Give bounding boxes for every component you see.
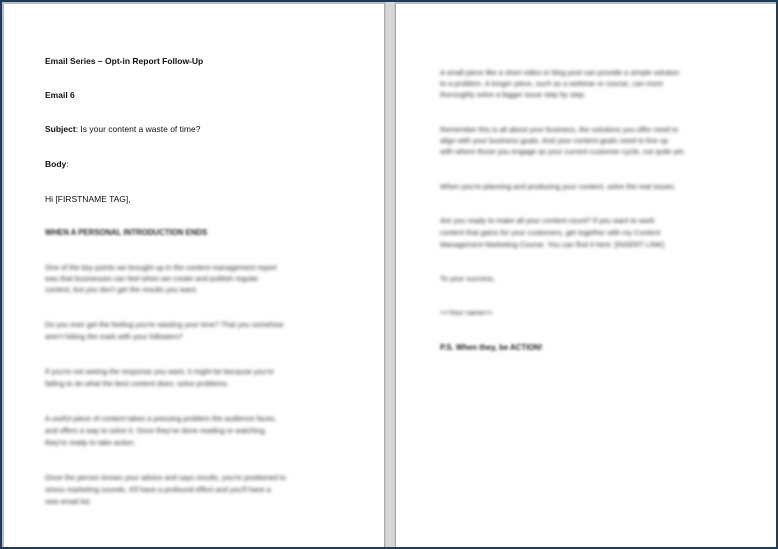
blurred-ps: P.S. When they, be ACTION! xyxy=(440,343,543,352)
blurred-text: When you're planning and producing your content, solve the real issues. xyxy=(440,182,677,191)
blurred-text: they're ready to take action. xyxy=(45,438,136,447)
page-gutter xyxy=(384,2,396,549)
blurred-text: align with your business goals. And your content goals need to line up xyxy=(440,136,669,145)
blurred-text: Once the person knows your advice and says results, you're positioned to xyxy=(45,473,286,482)
blurred-text: with where those you engage as your current customer cycle, not quite yet. xyxy=(440,147,686,156)
blurred-text: content that gains for your customers, get together with my Content xyxy=(440,228,661,237)
blurred-text: Remember this is all about your business, the solutions you offer need to xyxy=(440,125,679,134)
blurred-heading: WHEN A PERSONAL INTRODUCTION ENDS xyxy=(45,228,208,237)
blurred-text: If you're not seeing the response you want, it might be because you're xyxy=(45,367,274,376)
subject-line xyxy=(45,124,200,134)
blurred-text: A useful piece of content takes a pressing problem the audience faces, xyxy=(45,414,277,423)
blurred-text: to a problem. A longer piece, such as a webinar or course, can more xyxy=(440,79,664,88)
body-colon: : xyxy=(66,159,69,169)
blurred-text: content, but you don't get the results you want. xyxy=(45,285,198,294)
blurred-text: new email list. xyxy=(45,497,92,506)
body-line xyxy=(45,159,69,169)
greeting: Hi [FIRSTNAME TAG], xyxy=(45,194,131,204)
blurred-text: Management Marketing Course. You can find it here: [INSERT LINK] xyxy=(440,240,665,249)
subject-label: Subject xyxy=(45,124,76,134)
blurred-signoff: To your success, xyxy=(440,274,496,283)
blurred-text: and offers a way to solve it. Once they've done reading or watching, xyxy=(45,426,267,435)
email-number: Email 6 xyxy=(45,90,75,100)
subject-text: : Is your content a waste of time? xyxy=(75,124,201,134)
blurred-text: stress marketing sounds. It'll have a profound effect and you'll have a xyxy=(45,485,271,494)
blurred-text: failing to do what the best content does: solve problems. xyxy=(45,379,230,388)
blurred-text: was that businesses can feel when we create and publish regular xyxy=(45,274,259,283)
blurred-text: thoroughly solve a bigger issue step by step. xyxy=(440,90,586,99)
blurred-text: aren't hitting the mark with your followers? xyxy=(45,332,183,341)
page-right xyxy=(396,4,776,549)
blurred-text: Are you ready to make all your content count? If you want to work xyxy=(440,216,655,225)
series-title: Email Series – Opt-in Report Follow-Up xyxy=(45,56,204,66)
body-label: Body xyxy=(45,159,67,169)
page-left xyxy=(4,4,384,549)
blurred-text: A small piece like a short video or blog post can provide a simple solution xyxy=(440,68,680,77)
blurred-text: Do you ever get the feeling you're wasting your time? That you somehow xyxy=(45,320,284,329)
blurred-name: <<Your name>> xyxy=(440,308,493,317)
blurred-text: One of the key points we brought up in the content management report xyxy=(45,263,277,272)
